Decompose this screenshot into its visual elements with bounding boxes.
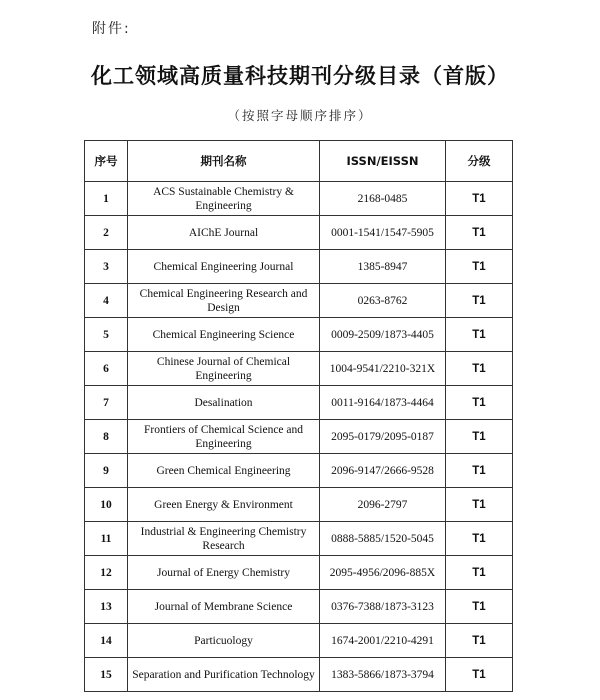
journal-name: Journal of Energy Chemistry <box>128 556 320 590</box>
issn: 0263-8762 <box>320 284 446 318</box>
table-row <box>85 216 513 250</box>
journal-name: Frontiers of Chemical Science and Engineering <box>128 420 320 454</box>
table-row <box>85 420 513 454</box>
journal-name: Separation and Purification Technology <box>128 658 320 692</box>
column-header-no: 序号 <box>85 141 128 182</box>
table-row <box>85 658 513 692</box>
grade: T1 <box>446 488 513 522</box>
attachment-label: 附件: <box>92 21 131 37</box>
row-number: 12 <box>85 556 128 590</box>
table-row <box>85 522 513 556</box>
grade: T1 <box>446 420 513 454</box>
grade: T1 <box>446 624 513 658</box>
issn: 2095-0179/2095-0187 <box>320 420 446 454</box>
row-number: 8 <box>85 420 128 454</box>
grade: T1 <box>446 216 513 250</box>
column-header-grade: 分级 <box>446 141 513 182</box>
table-row <box>85 386 513 420</box>
grade: T1 <box>446 590 513 624</box>
row-number: 2 <box>85 216 128 250</box>
issn: 1674-2001/2210-4291 <box>320 624 446 658</box>
table-row <box>85 454 513 488</box>
column-header-issn: ISSN/EISSN <box>320 141 446 182</box>
table-body <box>85 182 513 692</box>
journal-name: Chemical Engineering Science <box>128 318 320 352</box>
grade: T1 <box>446 454 513 488</box>
grade: T1 <box>446 556 513 590</box>
journal-name: Green Energy & Environment <box>128 488 320 522</box>
issn: 0009-2509/1873-4405 <box>320 318 446 352</box>
journal-name: Green Chemical Engineering <box>128 454 320 488</box>
table-row <box>85 624 513 658</box>
row-number: 1 <box>85 182 128 216</box>
issn: 2096-2797 <box>320 488 446 522</box>
page-title: 化工领域高质量科技期刊分级目录（首版） <box>91 64 509 88</box>
table-row <box>85 250 513 284</box>
row-number: 13 <box>85 590 128 624</box>
issn: 0011-9164/1873-4464 <box>320 386 446 420</box>
table-row <box>85 488 513 522</box>
row-number: 14 <box>85 624 128 658</box>
issn: 1385-8947 <box>320 250 446 284</box>
journal-name: Desalination <box>128 386 320 420</box>
column-header-name: 期刊名称 <box>128 141 320 182</box>
table-row <box>85 318 513 352</box>
journal-name: Chemical Engineering Journal <box>128 250 320 284</box>
row-number: 15 <box>85 658 128 692</box>
grade: T1 <box>446 318 513 352</box>
grade: T1 <box>446 522 513 556</box>
grade: T1 <box>446 250 513 284</box>
page-subtitle: （按照字母顺序排序） <box>227 108 373 123</box>
table-row <box>85 590 513 624</box>
row-number: 6 <box>85 352 128 386</box>
journal-name: AIChE Journal <box>128 216 320 250</box>
row-number: 10 <box>85 488 128 522</box>
grade: T1 <box>446 386 513 420</box>
table-row <box>85 284 513 318</box>
grade: T1 <box>446 284 513 318</box>
issn: 2095-4956/2096-885X <box>320 556 446 590</box>
row-number: 3 <box>85 250 128 284</box>
journal-name: Particuology <box>128 624 320 658</box>
issn: 0001-1541/1547-5905 <box>320 216 446 250</box>
journal-name: ACS Sustainable Chemistry & Engineering <box>128 182 320 216</box>
grade: T1 <box>446 352 513 386</box>
issn: 1004-9541/2210-321X <box>320 352 446 386</box>
grade: T1 <box>446 182 513 216</box>
table-header-row <box>85 141 513 182</box>
table-row <box>85 556 513 590</box>
issn: 2096-9147/2666-9528 <box>320 454 446 488</box>
table-row <box>85 182 513 216</box>
issn: 2168-0485 <box>320 182 446 216</box>
journal-name: Chinese Journal of Chemical Engineering <box>128 352 320 386</box>
issn: 0888-5885/1520-5045 <box>320 522 446 556</box>
row-number: 9 <box>85 454 128 488</box>
table-row <box>85 352 513 386</box>
journal-name: Industrial & Engineering Chemistry Research <box>128 522 320 556</box>
journal-name: Journal of Membrane Science <box>128 590 320 624</box>
row-number: 4 <box>85 284 128 318</box>
issn: 0376-7388/1873-3123 <box>320 590 446 624</box>
row-number: 11 <box>85 522 128 556</box>
row-number: 7 <box>85 386 128 420</box>
grade: T1 <box>446 658 513 692</box>
issn: 1383-5866/1873-3794 <box>320 658 446 692</box>
row-number: 5 <box>85 318 128 352</box>
journal-table <box>84 140 513 692</box>
journal-name: Chemical Engineering Research and Design <box>128 284 320 318</box>
